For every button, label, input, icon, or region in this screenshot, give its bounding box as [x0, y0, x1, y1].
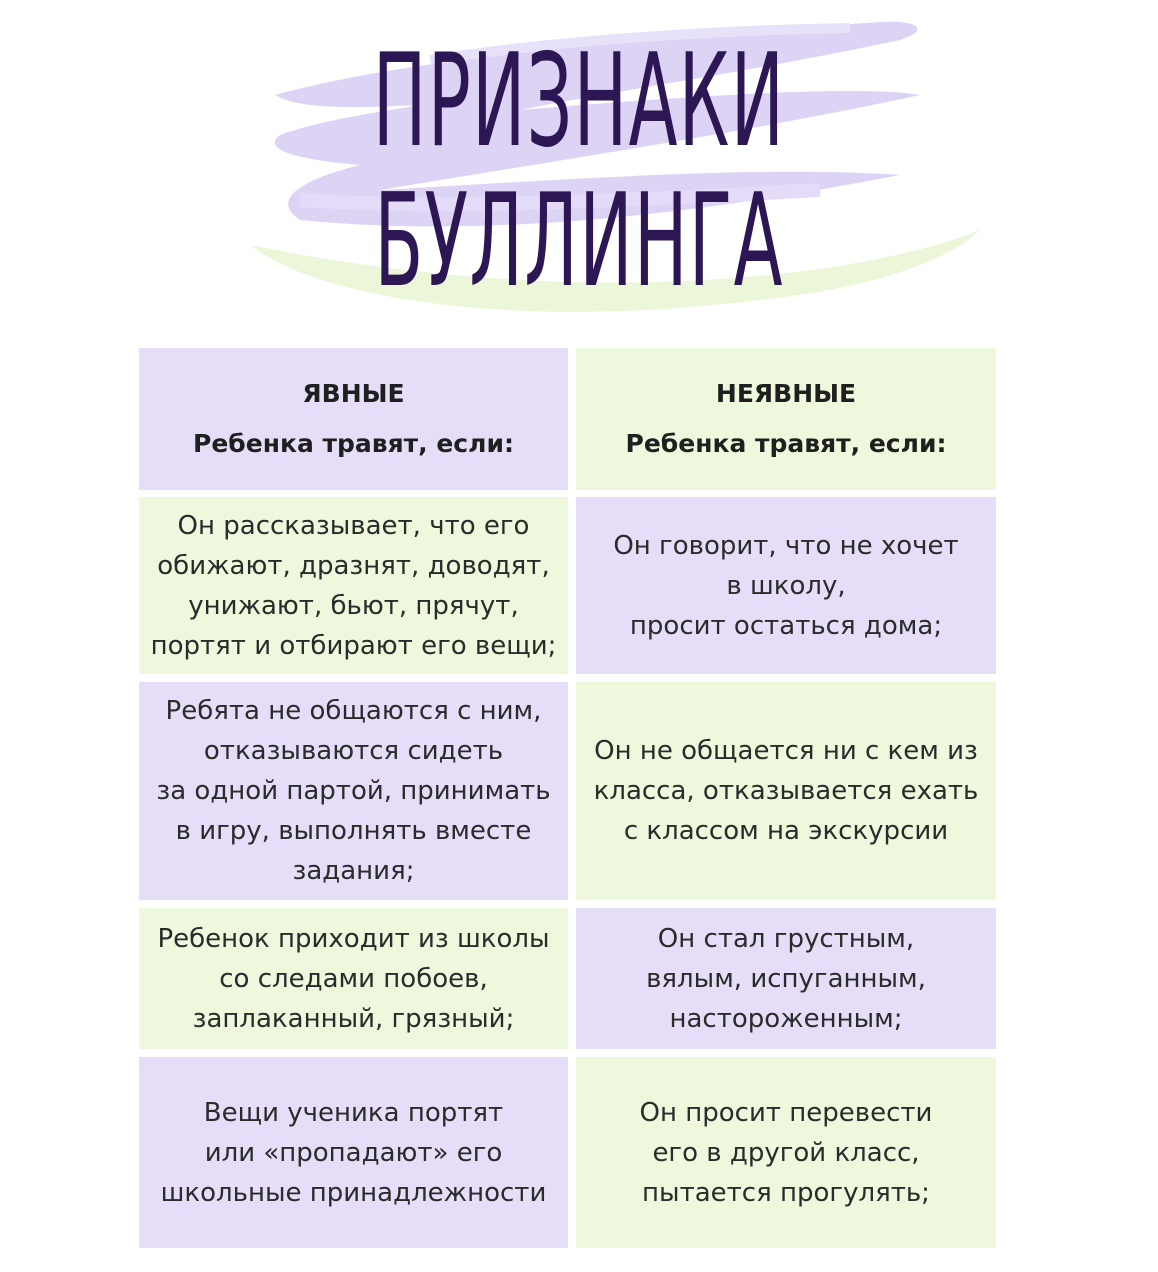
cell-text: Он просит перевести его в другой класс, пытается прогулять; — [639, 1097, 933, 1208]
header-explicit-label: ЯВНЫЕ — [302, 379, 405, 408]
table-cell-implicit-4 — [576, 1057, 996, 1248]
cell-text: Вещи ученика портят или «пропадают» его школьные принадлежности — [160, 1097, 547, 1208]
table-cell-implicit-3 — [576, 908, 996, 1049]
header-implicit-subtitle: Ребенка травят, если: — [625, 429, 947, 458]
table-cell-implicit-1 — [576, 497, 996, 674]
header-implicit-label: НЕЯВНЫЕ — [715, 379, 857, 408]
table-cell-explicit-4 — [139, 1057, 568, 1248]
cell-text: Он рассказывает, что его обижают, дразнят, доводят, унижают, бьют, прячут, портят и отбирают его вещи; — [150, 510, 557, 661]
table-cell-explicit-3 — [139, 908, 568, 1049]
cell-text: Ребенок приходит из школы со следами побоев, заплаканный, грязный; — [157, 923, 550, 1034]
cell-text: Он говорит, что не хочет в школу, просит остаться дома; — [613, 530, 959, 641]
page-title-line1: ПРИЗНАКИ — [372, 27, 786, 176]
header-explicit-subtitle: Ребенка травят, если: — [193, 429, 514, 458]
cell-text: Он не общается ни с кем из класса, отказывается ехать с классом на экскурсии — [593, 736, 979, 846]
cell-text: Он стал грустным, вялым, испуганным, настороженным; — [646, 923, 926, 1034]
table-cell-implicit-2 — [576, 682, 996, 900]
header-implicit — [576, 348, 996, 490]
page-title-line2: БУЛЛИНГА — [374, 167, 784, 316]
table-cell-explicit-2 — [139, 682, 568, 900]
header-explicit — [139, 348, 568, 490]
cell-text: Ребята не общаются с ним, отказываются сидеть за одной партой, принимать в игру, выполнять вместе задания; — [156, 696, 551, 886]
table-cell-explicit-1 — [139, 497, 568, 674]
